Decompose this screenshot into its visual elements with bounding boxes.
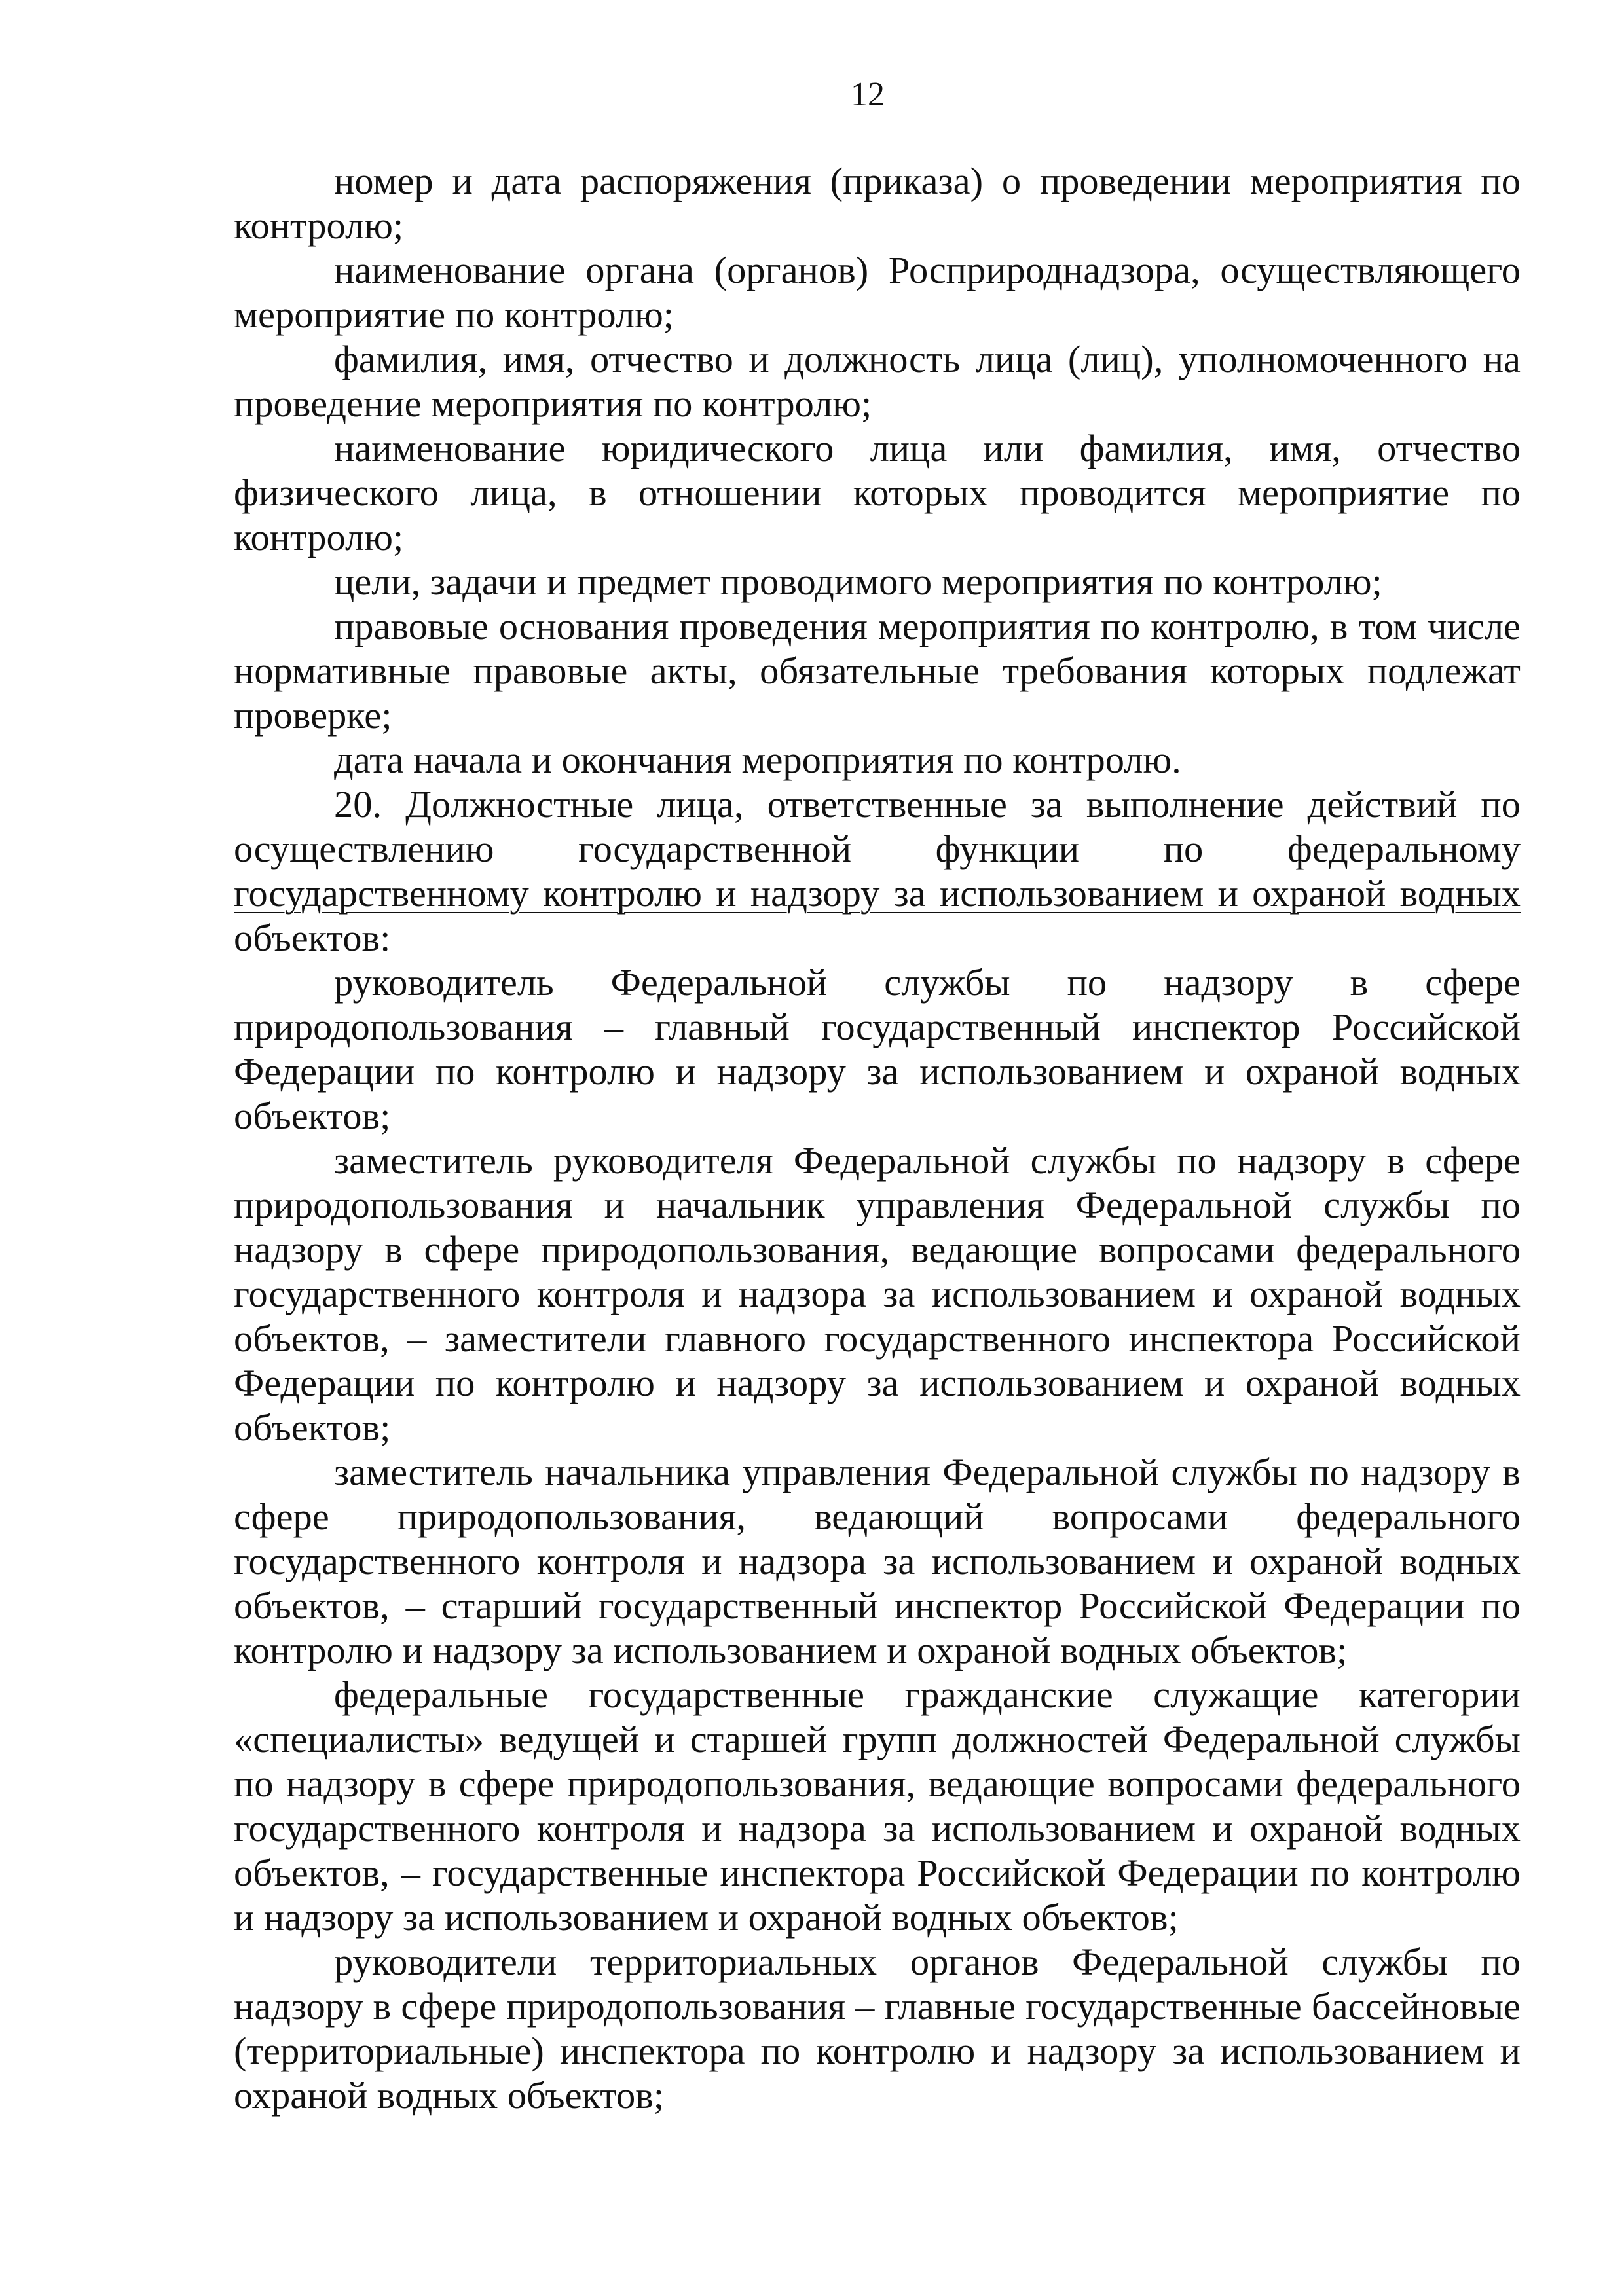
official-head: руководитель Федеральной службы по надзору в сфере природопользования – главный государственный инспектор Российской Федерации по контролю и надзору за использованием и охраной водных объектов; [234,961,1521,1137]
official-specialists: федеральные государственные гражданские служащие категории «специалисты» ведущей и старшей групп должностей Федеральной службы по надзору в сфере природопользования, ведающие вопросами федерального государственного контроля и надзора за использованием и охраной водных объектов, – государственные инспектора Российской Федерации по контролю и надзору за использованием и охраной водных объектов; [234,1673,1521,1939]
official-deputy-department-head: заместитель начальника управления Федеральной службы по надзору в сфере природопользования, ведающий вопросами федерального государственного контроля и надзора за использованием и охраной водных объектов, – старший государственный инспектор Российской Федерации по контролю и надзору за использованием и охраной водных объектов; [234,1451,1521,1671]
section-20-heading [234,782,1521,960]
paragraph-authorized-person: фамилия, имя, отчество и должность лица (лиц), уполномоченного на проведение мероприятия по контролю; [234,338,1521,425]
section-20-text-end: объектов: [234,917,391,959]
section-20-underlined-text: государственному контролю и надзору за использованием и охраной водных [234,872,1521,915]
paragraph-dates: дата начала и окончания мероприятия по контролю. [334,738,1181,781]
page-number: 12 [851,76,885,113]
paragraph-order-number: номер и дата распоряжения (приказа) о проведении мероприятия по контролю; [234,160,1521,247]
paragraph-goals: цели, задачи и предмет проводимого мероприятия по контролю; [334,560,1382,603]
paragraph-inspected-entity: наименование юридического лица или фамилия, имя, отчество физического лица, в отношении которых проводится мероприятие по контролю; [234,427,1521,558]
official-territorial-heads: руководители территориальных органов Федеральной службы по надзору в сфере природопользования – главные государственные бассейновые (территориальные) инспектора по контролю и надзору за использованием и охраной водных объектов; [234,1941,1521,2117]
section-20-text-start: 20. Должностные лица, ответственные за выполнение действий по осуществлению государственной функции по федеральному [234,783,1521,870]
paragraph-authority-name: наименование органа (органов) Росприроднадзора, осуществляющего мероприятие по контролю; [234,249,1521,336]
official-deputy-head: заместитель руководителя Федеральной службы по надзору в сфере природопользования и начальник управления Федеральной службы по надзору в сфере природопользования, ведающие вопросами федерального государственного контроля и надзора за использованием и охраной водных объектов, – заместители главного государственного инспектора Российской Федерации по контролю и надзору за использованием и охраной водных объектов; [234,1139,1521,1449]
document-body [234,159,1521,2118]
paragraph-legal-grounds: правовые основания проведения мероприятия по контролю, в том числе нормативные правовые акты, обязательные требования которых подлежат проверке; [234,605,1521,737]
